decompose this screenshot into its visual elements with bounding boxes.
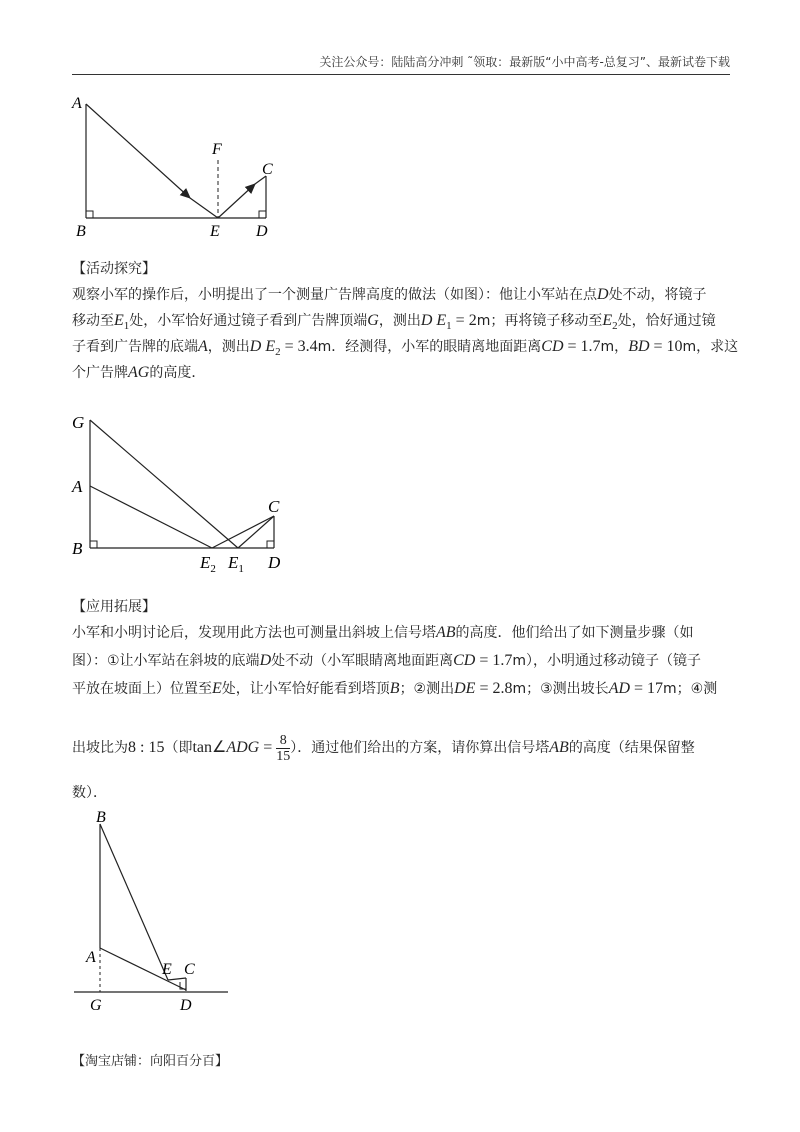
label-E2: $E_2$ [200, 553, 216, 575]
section-title-activity: 【活动探究】 [72, 261, 156, 277]
label-G: G [72, 413, 85, 432]
label-E: E [210, 223, 220, 240]
label-D: D [268, 553, 281, 572]
figure-billboard [70, 408, 300, 578]
label-G: G [90, 997, 102, 1014]
fraction-8-15: $\frac{8}{15}$ [276, 732, 291, 764]
page-footer: 【淘宝店铺：向阳百分百】 [72, 1054, 229, 1069]
label-F: F [212, 141, 222, 158]
label-C: C [262, 161, 273, 178]
label-A: A [72, 95, 82, 112]
label-B: B [76, 223, 86, 240]
paragraph-extension: 小军和小明讨论后，发现用此方法也可测量出斜坡上信号塔AB的高度．他们给出了如下测量步骤（如 图）：①让小军站在斜坡的底端D处不动（小军眼睛离地面距离CD = 1.7m），小明通过移动镜子（镜子 平放在坡面上）位置至E处，让小军恰好能看到塔顶B；②测出DE = 2.8m；③测出坡长AD = 17m；④测 出坡比为8 : 15（即tan∠ADG = $\frac{8}{15}$ ）．通过他们给出的方案，请你算出信号塔AB的高度（结果保留整 数）． [72, 624, 718, 801]
figure-signal-tower [70, 808, 240, 1018]
figure-mirror-reflection [70, 92, 290, 242]
label-B: B [96, 809, 106, 826]
label-A: A [72, 477, 83, 496]
label-C: C [268, 497, 280, 516]
label-E1: $E_1$ [228, 553, 244, 575]
label-C: C [184, 961, 195, 978]
label-D: D [180, 997, 192, 1014]
label-D: D [256, 223, 268, 240]
paragraph-activity: 观察小军的操作后，小明提出了一个测量广告牌高度的做法（如图）：他让小军站在点D处不动，将镜子 移动至$E_1$处，小军恰好通过镜子看到广告牌顶端G，测出D $E_1 = 2m$；再将镜子移动至$E_2$处，恰好通过镜 子看到广告牌的底端A，测出D $E_2 = 3.4m$．经测得，小军的眼睛离地面距离CD = 1.7m，BD = 10m，求这 个广告牌AG的高度． [72, 286, 739, 381]
label-A: A [86, 949, 96, 966]
page-header: 关注公众号：陆陆高分冲刺 ˜领取：最新版“小中高考-总复习”、最新试卷下载 [72, 52, 730, 75]
label-B: B [72, 539, 83, 558]
label-E: E [162, 961, 172, 978]
section-title-extension: 【应用拓展】 [72, 599, 156, 615]
